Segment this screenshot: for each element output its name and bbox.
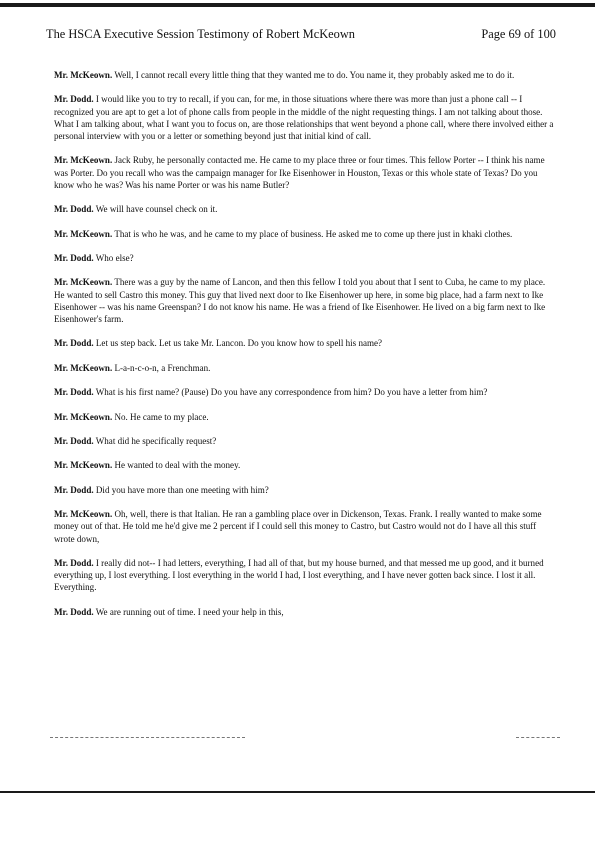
speaker-name: Mr. McKeown.: [54, 362, 113, 373]
testimony-paragraph: [54, 337, 554, 349]
testimony-paragraph: [54, 228, 554, 240]
paragraph-text: Let us step back. Let us take Mr. Lancon. Do you know how to spell his name?: [93, 338, 383, 349]
speaker-name: Mr. Dodd.: [54, 387, 94, 398]
paragraph-text: That is who he was, and he came to my place of business. He asked me to come up there just in khaki clothes.: [112, 228, 513, 239]
paragraph-text: L-a-n-c-o-n, a Frenchman.: [112, 362, 211, 373]
paragraph-text: He wanted to deal with the money.: [112, 460, 241, 471]
speaker-name: Mr. McKeown.: [54, 460, 113, 471]
paragraph-text: Well, I cannot recall every little thing that they wanted me to do. You name it, they probably asked me to do it.: [112, 70, 515, 80]
paragraph-text: Jack Ruby, he personally contacted me. He came to my place three or four times. This fellow Porter -- I think his name was Porter. Do you recall who was the campaign manager for Ike Eisenhower in Houston, Texas or this whole state of Texas? Do you know who he was? Was his name Porter or was his name Butler?: [54, 155, 545, 190]
scan-artifact-dashes: [50, 737, 245, 740]
paragraph-text: Who else?: [93, 252, 134, 263]
testimony-paragraph: [54, 459, 554, 471]
speaker-name: Mr. Dodd.: [54, 338, 94, 349]
speaker-name: Mr. McKeown.: [54, 277, 113, 288]
testimony-paragraph: [54, 386, 554, 398]
testimony-paragraph: [54, 411, 554, 423]
testimony-paragraph: [54, 435, 554, 447]
paragraph-text: What is his first name? (Pause) Do you have any correspondence from him? Do you have a letter from him?: [93, 387, 488, 398]
page-number: Page 69 of 100: [481, 27, 556, 41]
speaker-name: Mr. Dodd.: [54, 252, 94, 263]
speaker-name: Mr. McKeown.: [54, 509, 113, 520]
speaker-name: Mr. Dodd.: [54, 557, 94, 568]
speaker-name: Mr. Dodd.: [54, 204, 94, 215]
document-title: The HSCA Executive Session Testimony of Robert McKeown: [46, 27, 355, 41]
top-rule: [0, 3, 595, 7]
paragraph-text: There was a guy by the name of Lancon, and then this fellow I told you about that I sent to Cuba, he came to my place. He wanted to sell Castro this money. This guy that lived next door to Ike Eisenhower up here, in some big place, had a farm next to Ike Eisenhower -- was his name Greenspan? I do not know his name. He was a friend of Ike Eisenhower. He lived on a big farm next to Ike Eisenhower's farm.: [54, 277, 546, 324]
speaker-name: Mr. Dodd.: [54, 606, 94, 617]
testimony-paragraph: [54, 484, 554, 496]
speaker-name: Mr. Dodd.: [54, 94, 94, 105]
speaker-name: Mr. McKeown.: [54, 228, 113, 239]
paragraph-text: Did you have more than one meeting with him?: [93, 484, 269, 495]
paragraph-text: I really did not-- I had letters, everything, I had all of that, but my house burned, and that messed me up good, and it burned everything up, I lost everything. I lost everything in the world I had, I lost everything, and I have never gotten back since. I lost it all. Everything.: [54, 557, 544, 593]
speaker-name: Mr. McKeown.: [54, 70, 113, 80]
bottom-rule: [0, 791, 595, 793]
speaker-name: Mr. Dodd.: [54, 435, 94, 446]
paragraph-text: What did he specifically request?: [93, 435, 217, 446]
testimony-paragraph: [54, 154, 554, 191]
testimony-paragraph: [54, 606, 554, 618]
testimony-paragraph: [54, 69, 554, 81]
speaker-name: Mr. McKeown.: [54, 155, 113, 166]
testimony-paragraph: [54, 93, 554, 142]
page-header: [46, 27, 556, 43]
testimony-paragraph: [54, 276, 554, 325]
testimony-body: [54, 69, 554, 630]
paragraph-text: I would like you to try to recall, if you can, for me, in those situations where there was more than just a phone call -- I recognized you are apt to get a lot of phone calls from people in the middle of the night requesting things. I am not talking about those. What I am talking about, what I want you to focus on, are those relationships that went beyond a phone call, where there involved either a personal interview with you or a letter or something beyond just that initial kind of call.: [54, 94, 554, 141]
speaker-name: Mr. McKeown.: [54, 411, 113, 422]
paragraph-text: We will have counsel check on it.: [93, 204, 218, 215]
testimony-paragraph: [54, 557, 554, 594]
paragraph-text: No. He came to my place.: [112, 411, 209, 422]
testimony-paragraph: [54, 252, 554, 264]
testimony-paragraph: [54, 508, 554, 545]
scan-artifact-dashes: [516, 737, 560, 740]
paragraph-text: Oh, well, there is that Italian. He ran a gambling place over in Dickenson, Texas. Frank. I really wanted to make some money out of that. He told me he'd give me 2 percent if I could sell this money to Castro, but Castro would not do I have all this stuff wrote down,: [54, 509, 542, 544]
testimony-paragraph: [54, 203, 554, 215]
paragraph-text: We are running out of time. I need your help in this,: [93, 606, 284, 617]
testimony-paragraph: [54, 362, 554, 374]
speaker-name: Mr. Dodd.: [54, 484, 94, 495]
